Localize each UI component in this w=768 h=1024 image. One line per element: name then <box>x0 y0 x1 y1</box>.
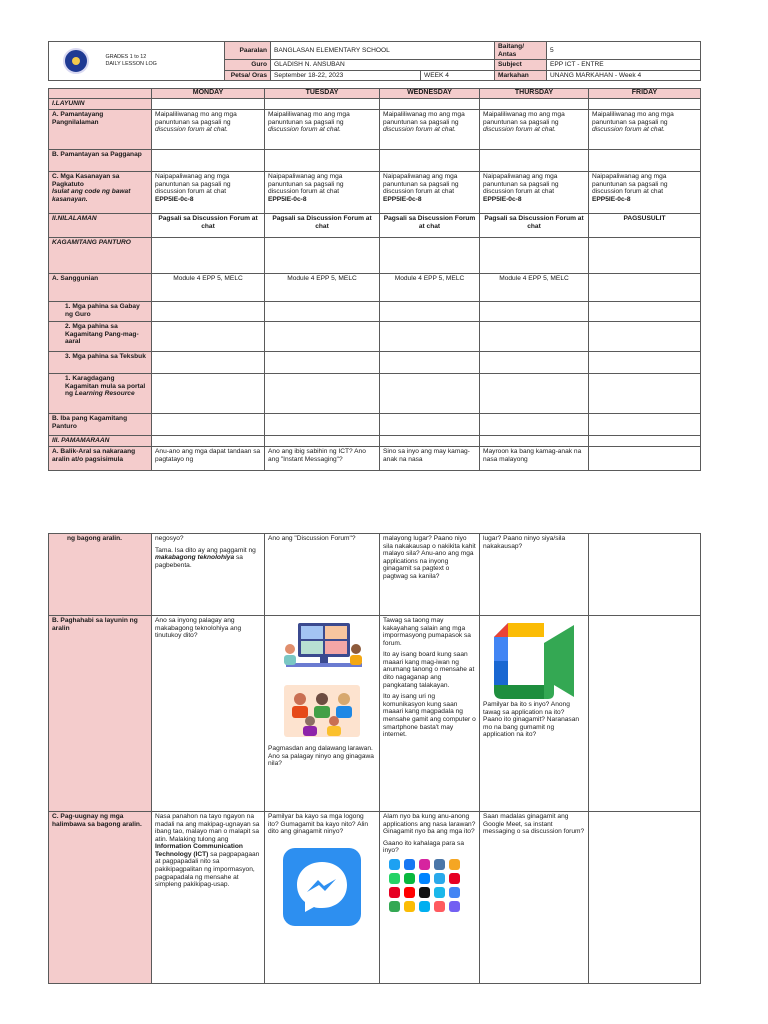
sanggunian-wednesday: Module 4 EPP 5, MELC <box>380 274 480 302</box>
title-cell <box>103 42 225 81</box>
baitang-label: Baitang/ Antas <box>495 42 547 60</box>
cell-a-friday: Maipaliliwanag mo ang mga panuntunan sa pagsali ng discussion forum at chat. <box>589 110 701 150</box>
reddit-icon <box>449 873 460 884</box>
pag-uugnay-tuesday: Pamilyar ba kayo sa mga logong ito? Gumagamit ba kayo nito? Alin dito ang ginagamit ninyo? <box>265 812 380 984</box>
chat-icon <box>434 901 445 912</box>
section-layunin: I.LAYUNIN <box>49 99 152 110</box>
paghahabi-thursday: Pamilyar ba ito s inyo? Anong tawag sa application na ito? Paano ito ginagamit? Naranasan mo na bang gumamit ng application na ito? <box>480 616 589 812</box>
paaralan-label: Paaralan <box>225 42 271 60</box>
subject-label: Subject <box>495 60 547 71</box>
row-label-mga-kasanayan: C. Mga Kasanayan sa Pagkatuto Isulat ang code ng bawat kasanayan. <box>49 172 152 214</box>
facebook-icon <box>404 859 415 870</box>
cell-c-wednesday: Naipapaliwanag ang mga panuntunan sa pagsali ng discussion forum at chat EPP5IE-0c-8 <box>380 172 480 214</box>
day-friday: FRIDAY <box>589 89 701 99</box>
google-icon <box>449 887 460 898</box>
day-tuesday: TUESDAY <box>265 89 380 99</box>
row-label-pamantayan-sa-pagganap: B. Pamantayan sa Pagganap <box>49 150 152 172</box>
row-label-iba-pang-kagamitan: B. Iba pang Kagamitang Panturo <box>49 414 152 436</box>
youtube-icon <box>404 887 415 898</box>
lesson-log-table <box>48 88 701 471</box>
cont-wednesday: malayong lugar? Paano niyo sila nakakausap o nakikita kahit malayo sila? Anu-ano ang mga applications na inyong ginagamit sa pagtext o pagtwag sa kanila? <box>380 534 480 616</box>
week-value: WEEK 4 <box>421 70 495 81</box>
nilalaman-thursday: Pagsali sa Discussion Forum at chat <box>480 214 589 238</box>
sanggunian-thursday: Module 4 EPP 5, MELC <box>480 274 589 302</box>
markahan-value: UNANG MARKAHAN - Week 4 <box>547 70 701 81</box>
pinterest-icon <box>389 887 400 898</box>
cell-a-thursday: Maipaliliwanag mo ang mga panuntunan sa pagsali ng discussion forum at chat. <box>480 110 589 150</box>
cont-tuesday: Ano ang "Discussion Forum"? <box>265 534 380 616</box>
nilalaman-monday: Pagsali sa Discussion Forum at chat <box>152 214 265 238</box>
cont-monday: negosyo? Tama. Isa dito ay ang paggamit ng makabagong teknolohiya sa pagbebenta. <box>152 534 265 616</box>
section-nilalaman: II.NILALAMAN <box>49 214 152 238</box>
subject-value: EPP ICT - ENTRE <box>547 60 701 71</box>
section-pamamaraan: III. PAMAMARAAN <box>49 436 152 447</box>
vimeo-icon <box>434 887 445 898</box>
drive-icon <box>404 901 415 912</box>
viber-icon <box>449 901 460 912</box>
sanggunian-tuesday: Module 4 EPP 5, MELC <box>265 274 380 302</box>
header-table <box>48 41 701 81</box>
balik-aral-monday: Anu-ano ang mga dapat tandaan sa pagtatayo ng <box>152 447 265 471</box>
row-label-balik-aral: A. Balik-Aral sa nakaraang aralin at/o pagsisimula <box>49 447 152 471</box>
google-meet-logo-icon <box>488 623 580 699</box>
log-title: DAILY LESSON LOG <box>105 61 157 68</box>
telegram-icon <box>434 873 445 884</box>
day-wednesday: WEDNESDAY <box>380 89 480 99</box>
nilalaman-tuesday: Pagsali sa Discussion Forum at chat <box>265 214 380 238</box>
deped-seal-icon <box>63 48 89 74</box>
markahan-label: Markahan <box>495 70 547 81</box>
baitang-value: 5 <box>547 42 701 60</box>
cell-c-monday: Naipapaliwanag ang mga panuntunan sa pagsali ng discussion forum at chat EPP5IE-0c-8 <box>152 172 265 214</box>
logo-cell <box>49 42 103 81</box>
paghahabi-tuesday: Pagmasdan ang dalawang larawan. Ano sa palagay ninyo ang ginagawa nila? <box>265 616 380 812</box>
cont-thursday: lugar? Paano ninyo siya/sila nakakausap? <box>480 534 589 616</box>
messenger-logo-icon <box>283 848 361 926</box>
grade-title: GRADES 1 to 12 <box>105 54 147 61</box>
balik-aral-wednesday: Sino sa inyo ang may kamag-anak na nasa <box>380 447 480 471</box>
social-apps-icons <box>389 859 476 912</box>
cell-c-tuesday: Naipapaliwanag ang mga panuntunan sa pagsali ng discussion forum at chat EPP5IE-0c-8 <box>265 172 380 214</box>
petsa-label: Petsa/ Oras <box>225 70 271 81</box>
twitter-icon <box>389 859 400 870</box>
pag-uugnay-thursday: Saan madalas ginagamit ang Google Meet, sa instant messaging o sa discussion forum? <box>480 812 589 984</box>
pag-uugnay-wednesday: Alam nyo ba kung anu-anong applications ang nasa larawan? Ginagamit nyo ba ang mga ito? Gaano ito kahalaga para sa inyo? <box>380 812 480 984</box>
cell-a-wednesday: Maipaliliwanag mo ang mga panuntunan sa pagsali ng discussion forum at chat. <box>380 110 480 150</box>
day-monday: MONDAY <box>152 89 265 99</box>
paghahabi-monday: Ano sa inyong palagay ang makabagong teknolohiya ang tinutukoy dito? <box>152 616 265 812</box>
petsa-value: September 18-22, 2023 <box>271 70 421 81</box>
corner-cell <box>49 89 152 99</box>
row-label-pagsisimula-cont: ng bagong aralin. <box>49 534 152 616</box>
paghahabi-wednesday: Tawag sa taong may kakayahang salain ang mga impormasyong pumapasok sa forum. Ito ay isang board kung saan maaari kang mag-iwan ng anumang tanong o mensahe at dito nagaganap ang pangkatang talakayan. Ito ay isang uri ng komunikasyon kung saan maaari kang magpadala ng mensahe gamit ang computer o smartphone basta't may internet. <box>380 616 480 812</box>
cell-c-friday: Naipapaliwanag ang mga panuntunan sa pagsali ng discussion forum at chat EPP5IE-0c-8 <box>589 172 701 214</box>
vk-icon <box>434 859 445 870</box>
instagram-icon <box>419 859 430 870</box>
paaralan-value: BANGLASAN ELEMENTARY SCHOOL <box>271 42 495 60</box>
row-label-paghahabi: B. Paghahabi sa layunin ng aralin <box>49 616 152 812</box>
nilalaman-friday: PAGSUSULIT <box>589 214 701 238</box>
messenger-small-icon <box>419 873 430 884</box>
whatsapp-icon <box>389 873 400 884</box>
row-label-pamantayang-pangnilalaman: A. Pamantayang Pangnilalaman <box>49 110 152 150</box>
guro-value: GLADISH N. ANSUBAN <box>271 60 495 71</box>
nilalaman-wednesday: Pagsali sa Discussion Forum at chat <box>380 214 480 238</box>
row-label-karagdagang-kagamitan: 1. Karagdagang Kagamitan mula sa portal ng Learning Resource <box>49 374 152 414</box>
day-thursday: THURSDAY <box>480 89 589 99</box>
skype-icon <box>419 901 430 912</box>
blogger-icon <box>449 859 460 870</box>
row-label-kagamitang-pang-mag-aaral: 2. Mga pahina sa Kagamitang Pang-mag-aaral <box>49 322 152 352</box>
guro-label: Guro <box>225 60 271 71</box>
hangouts-icon <box>389 901 400 912</box>
row-label-teksbuk: 3. Mga pahina sa Teksbuk <box>49 352 152 374</box>
tiktok-icon <box>419 887 430 898</box>
pag-uugnay-monday: Nasa panahon na tayo ngayon na madali na ang makipag-ugnayan sa ibang tao, malayo man o malapit sa atin. Malaking tulong ang Information Communication Technology (ICT) sa pagpapagaan at pagpapadali nito sa pakikipagpalitan ng impormasyon, pagpapadala ng mensahe at simpleng pakikipag-usap. <box>152 812 265 984</box>
wechat-icon <box>404 873 415 884</box>
sanggunian-monday: Module 4 EPP 5, MELC <box>152 274 265 302</box>
row-label-pag-uugnay: C. Pag-uugnay ng mga halimbawa sa bagong aralin. <box>49 812 152 984</box>
cell-a-tuesday: Maipaliliwanag mo ang mga panuntunan sa pagsali ng discussion forum at chat. <box>265 110 380 150</box>
row-label-gabay-ng-guro: 1. Mga pahina sa Gabay ng Guro <box>49 302 152 322</box>
balik-aral-tuesday: Ano ang ibig sabihin ng ICT? Ano ang "Instant Messaging"? <box>265 447 380 471</box>
lesson-log-table-continued <box>48 533 701 984</box>
section-kagamitang-panturo: KAGAMITANG PANTURO <box>49 238 152 274</box>
video-conference-illustration <box>276 619 368 743</box>
cell-c-thursday: Naipapaliwanag ang mga panuntunan sa pagsali ng discussion forum at chat EPP5IE-0c-8 <box>480 172 589 214</box>
cell-a-monday: Maipaliliwanag mo ang mga panuntunan sa pagsali ng discussion forum at chat. <box>152 110 265 150</box>
row-label-sanggunian: A. Sanggunian <box>49 274 152 302</box>
balik-aral-thursday: Mayroon ka bang kamag-anak na nasa malayong <box>480 447 589 471</box>
